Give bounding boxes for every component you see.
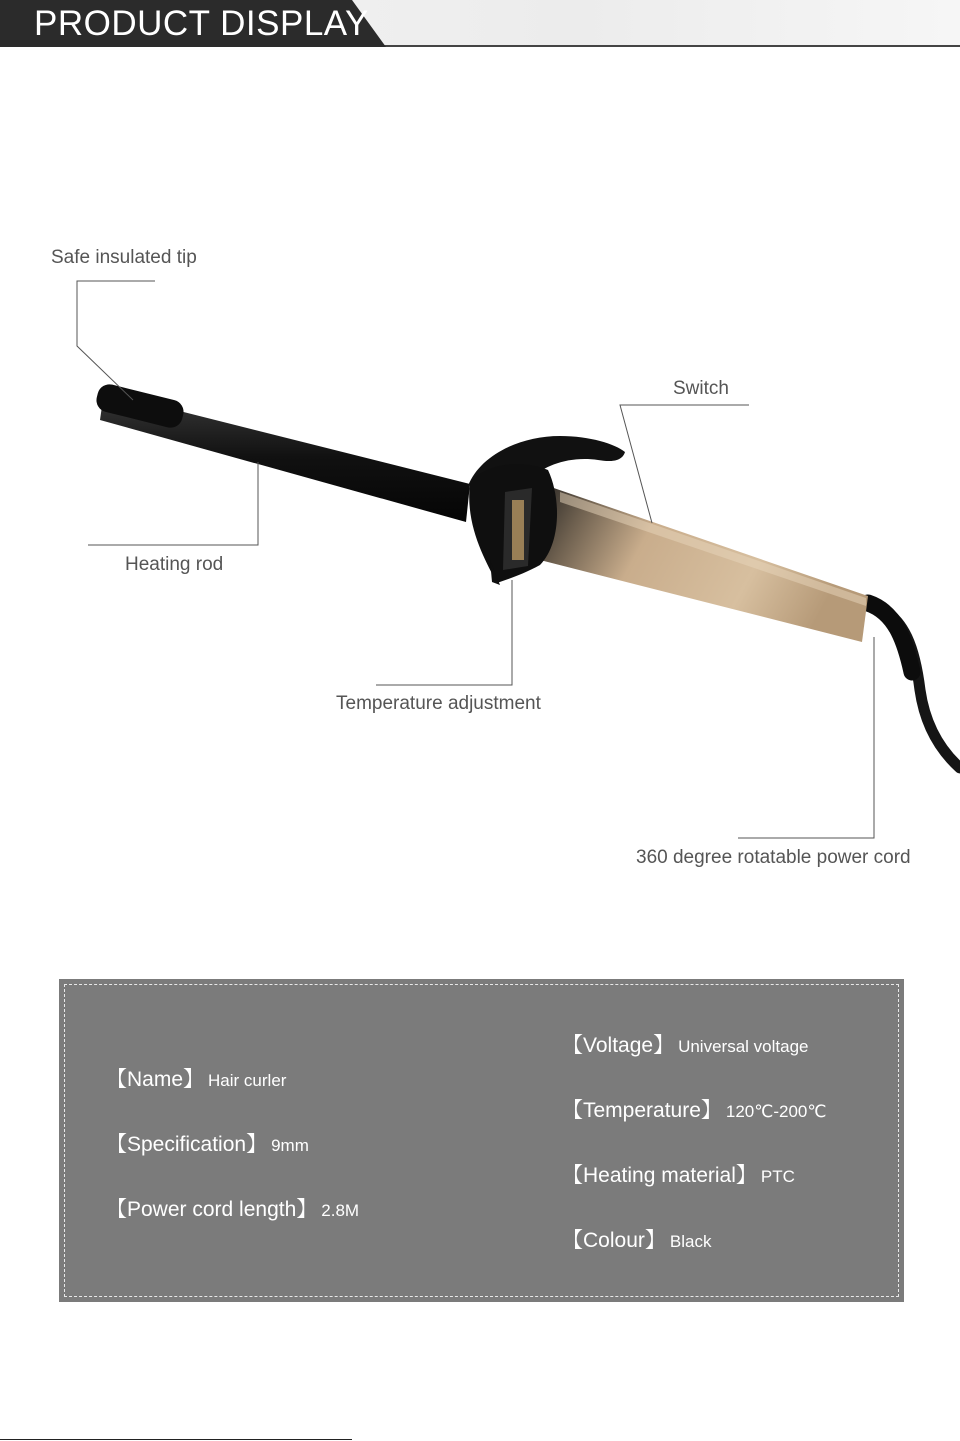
spec-heating-material-key: 【Heating material】 [562, 1164, 757, 1187]
spec-colour [562, 1224, 711, 1254]
spec-temperature-value: 120℃-200℃ [725, 1102, 827, 1121]
spec-specification-value: 9mm [271, 1136, 309, 1155]
spec-temperature-key: 【Temperature】 [562, 1099, 722, 1122]
leader-tip [77, 281, 155, 400]
spec-heating-material-value: PTC [760, 1167, 795, 1186]
spec-power-cord-length [106, 1193, 359, 1223]
leader-rod [88, 462, 258, 545]
spec-voltage-key: 【Voltage】 [562, 1034, 675, 1057]
footer-divider [0, 1439, 352, 1440]
specification-panel [59, 979, 904, 1302]
dial-marking [512, 500, 524, 560]
leader-switch [620, 405, 749, 523]
callout-switch: Switch [673, 378, 729, 399]
spec-power-cord-length-value: 2.8M [321, 1201, 360, 1220]
spec-power-cord-length-key: 【Power cord length】 [106, 1198, 318, 1221]
spec-voltage [562, 1029, 808, 1059]
spec-name-key: 【Name】 [106, 1068, 205, 1091]
leader-cord [738, 637, 874, 838]
spec-temperature [562, 1094, 826, 1124]
spec-specification [106, 1128, 309, 1158]
spec-name [106, 1063, 286, 1093]
spec-colour-value: Black [669, 1232, 712, 1251]
callout-temperature-adjustment: Temperature adjustment [336, 693, 541, 714]
leader-temperature [376, 580, 512, 685]
callout-safe-insulated-tip: Safe insulated tip [51, 247, 197, 268]
callout-power-cord: 360 degree rotatable power cord [636, 847, 911, 868]
spec-voltage-value: Universal voltage [678, 1037, 809, 1056]
spec-colour-key: 【Colour】 [562, 1229, 666, 1252]
power-cord [872, 605, 960, 768]
spec-specification-key: 【Specification】 [106, 1133, 268, 1156]
spec-heating-material [562, 1159, 795, 1189]
cord-strain-relief [868, 603, 912, 672]
spec-name-value: Hair curler [208, 1071, 287, 1090]
page-title: PRODUCT DISPLAY [34, 4, 369, 43]
callout-heating-rod: Heating rod [125, 554, 224, 575]
